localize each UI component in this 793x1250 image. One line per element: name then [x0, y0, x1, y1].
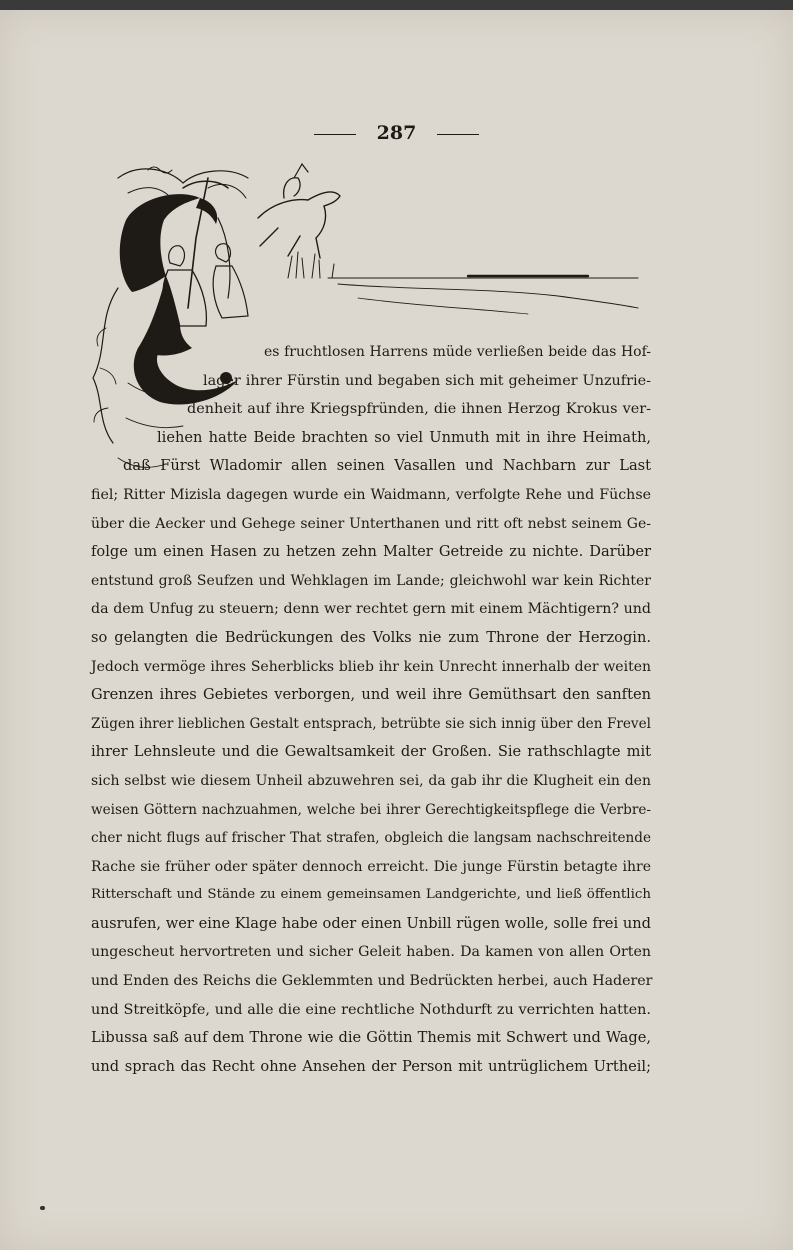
- text-line: über die Aecker und Gehege seiner Unterthanen und ritt oft nebst seinem Ge-: [91, 515, 651, 532]
- text-line: und Enden des Reichs die Geklemmten und Bedrückten herbei, auch Haderer: [91, 973, 653, 990]
- text-line: liehen hatte Beide brachten so viel Unmuth mit in ihre Heimath,: [157, 428, 651, 446]
- text-line: ihrer Lehnsleute und die Gewaltsamkeit der Großen. Sie rathschlagte mit: [91, 743, 651, 761]
- text-line: und sprach das Recht ohne Ansehen der Person mit untrüglichem Urtheil;: [91, 1057, 651, 1075]
- body-text: [91, 338, 651, 1081]
- text-line: entstund groß Seufzen und Wehklagen im Lande; gleichwohl war kein Richter: [91, 572, 651, 589]
- page-number: 287: [376, 122, 417, 144]
- book-page: [0, 10, 793, 1250]
- text-line: fiel; Ritter Mizisla dagegen wurde ein Waidmann, verfolgte Rehe und Füchse: [91, 486, 651, 503]
- text-line: es fruchtlosen Harrens müde verließen beide das Hof-: [264, 344, 651, 360]
- text-line: lager ihrer Fürstin und begaben sich mit geheimer Unzufrie-: [203, 372, 651, 389]
- text-line: Grenzen ihres Gebietes verborgen, und weil ihre Gemüthsart den sanften: [91, 686, 651, 704]
- text-line: Zügen ihrer lieblichen Gestalt entsprach, betrübte sie sich innig über den Frevel: [91, 715, 651, 732]
- text-line: folge um einen Hasen zu hetzen zehn Malter Getreide zu nichte. Darüber: [91, 543, 651, 561]
- text-line: und Streitköpfe, und alle die eine rechtliche Nothdurft zu verrichten hatten.: [91, 1001, 651, 1018]
- text-line: ausrufen, wer eine Klage habe oder einen Unbill rügen wolle, solle frei und: [91, 914, 651, 932]
- text-line: Libussa saß auf dem Throne wie die Göttin Themis mit Schwert und Wage,: [91, 1029, 651, 1047]
- text-line: Ritterschaft und Stände zu einem gemeinsamen Landgerichte, und ließ öffentlich: [91, 887, 651, 903]
- text-line: Rache sie früher oder später dennoch erreicht. Die junge Fürstin betagte ihre: [91, 858, 651, 875]
- text-line: cher nicht flugs auf frischer That strafen, obgleich die langsam nachschreitende: [91, 830, 651, 847]
- text-line: denheit auf ihre Kriegspfründen, die ihnen Herzog Krokus ver-: [187, 401, 651, 418]
- header-rule-right: [437, 134, 479, 135]
- text-line: so gelangten die Bedrückungen des Volks nie zum Throne der Herzogin.: [91, 628, 651, 646]
- page-mark: [40, 1206, 45, 1210]
- text-line: weisen Göttern nachzuahmen, welche bei ihrer Gerechtigkeitspflege die Verbre-: [91, 801, 651, 818]
- page-header: [0, 122, 793, 144]
- text-line: sich selbst wie diesem Unheil abzuwehren sei, da gab ihr die Klugheit ein den: [91, 772, 651, 789]
- header-rule-left: [314, 134, 356, 135]
- text-line: daß Fürst Wladomir allen seinen Vasallen und Nachbarn zur Last: [123, 457, 651, 475]
- text-line: da dem Unfug zu steuern; denn wer rechtet gern mit einem Mächtigern? und: [91, 601, 651, 618]
- text-line: Jedoch vermöge ihres Seherblicks blieb ihr kein Unrecht innerhalb der weiten: [91, 658, 651, 675]
- text-line: ungescheut hervortreten und sicher Geleit haben. Da kamen von allen Orten: [91, 944, 651, 961]
